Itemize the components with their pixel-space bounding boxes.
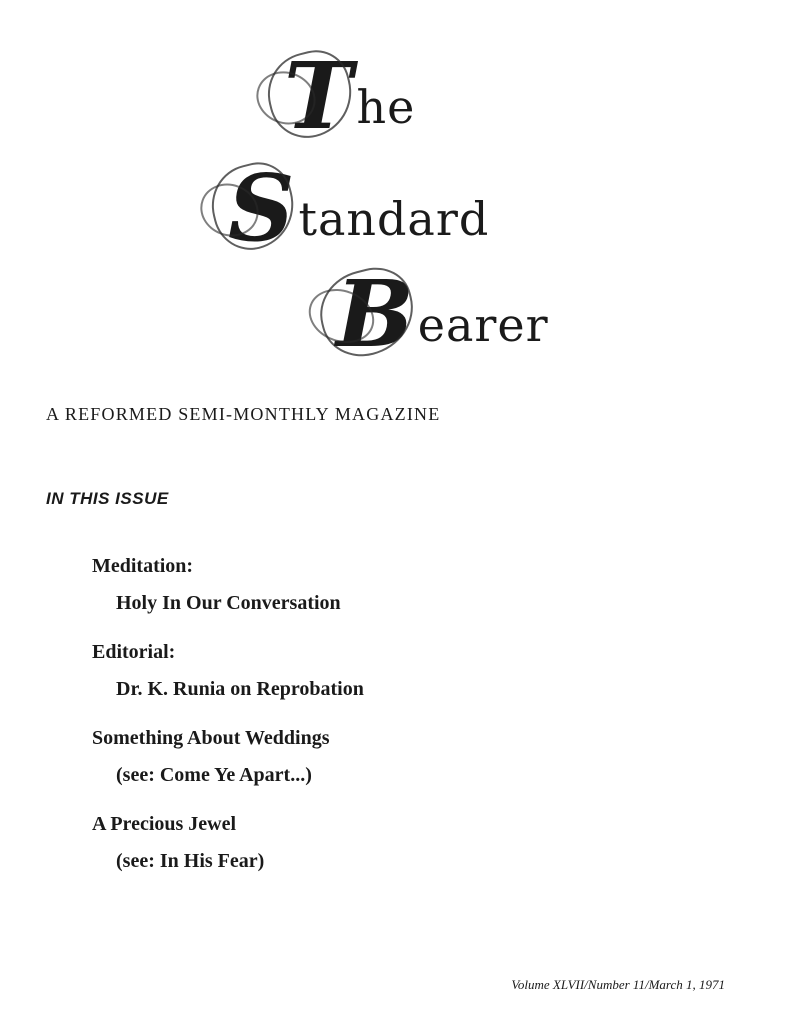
entry-title: A Precious Jewel	[92, 813, 237, 835]
masthead-line-bearer	[330, 260, 549, 368]
contents-entry	[92, 806, 692, 880]
entry-subtitle: (see: Come Ye Apart...)	[116, 764, 312, 786]
magazine-subtitle: A REFORMED SEMI-MONTHLY MAGAZINE	[46, 404, 441, 424]
masthead-line-the	[278, 42, 416, 150]
masthead-word-the: he	[356, 80, 416, 134]
entry-subtitle: (see: In His Fear)	[116, 850, 265, 872]
masthead-word-bearer: earer	[417, 298, 549, 352]
contents-entry	[92, 634, 692, 708]
ornate-initial-b: B	[330, 268, 420, 360]
issue-info-footer: Volume XLVII/Number 11/March 1, 1971	[511, 977, 725, 992]
in-this-issue-heading: IN THIS ISSUE	[46, 489, 169, 508]
contents-list	[92, 548, 692, 892]
contents-entry	[92, 720, 692, 794]
ornate-initial-s: S	[222, 162, 300, 254]
entry-title: Editorial:	[92, 641, 176, 663]
contents-entry	[92, 548, 692, 622]
entry-subtitle: Holy In Our Conversation	[116, 592, 341, 614]
entry-subtitle: Dr. K. Runia on Reprobation	[116, 678, 364, 700]
entry-title: Meditation:	[92, 555, 194, 577]
masthead-word-standard: tandard	[298, 192, 490, 246]
masthead-line-standard	[222, 154, 490, 262]
ornate-initial-t: T	[278, 50, 358, 142]
entry-title: Something About Weddings	[92, 727, 330, 749]
